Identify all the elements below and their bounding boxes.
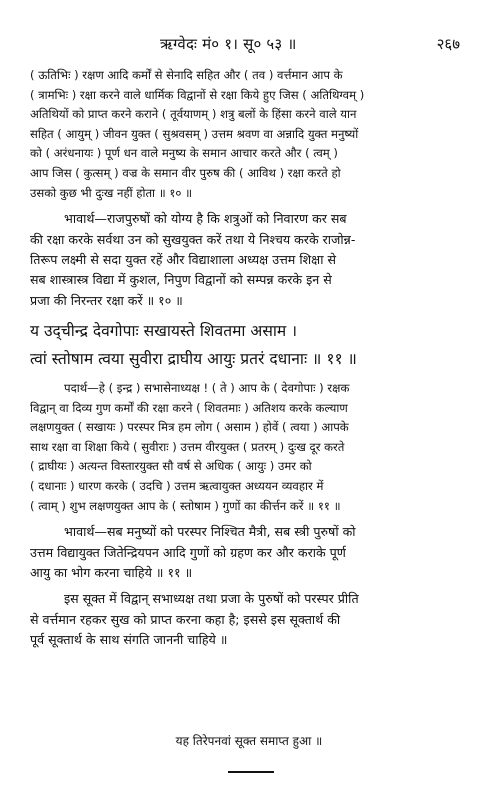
text-line: आयु का भोग करना चाहिये ॥ ११ ॥ [30, 565, 193, 581]
text-line: की रक्षा करके सर्वथा उन को सुखयुक्त करें तथा ये निश्चय करके राजोन्न- [30, 231, 356, 247]
text-line: ( दधानाः ) धारण करके ( उदचि ) उत्तम ऋत्वायुक्त अध्ययन व्यवहार में [30, 479, 324, 494]
text-line: सहित ( आयुम् ) जीवन युक्त ( सुश्रवसम् ) उत्तम श्रवण वा अन्नादि युक्त मनुष्यों [30, 126, 359, 141]
text-line: प्रजा की निरन्तर रक्षा करें ॥ १० ॥ [30, 292, 183, 308]
end-rule [228, 771, 274, 773]
verse-line: त्वां स्तोषाम त्वया सुवीरा द्राघीय आयुः प्रतरं दधानाः ॥ ११ ॥ [30, 350, 357, 369]
text-line: पदार्थ—हे ( इन्द्र ) सभासेनाध्यक्ष ! ( ते ) आप के ( देवगोपाः ) रक्षक [64, 381, 350, 396]
running-title: ऋग्वेदः मं० १। सू० ५३ ॥ [160, 35, 297, 53]
text-line: भावार्थ—सब मनुष्यों को परस्पर निश्चित मैत्री, सब स्त्री पुरुषों को [64, 524, 356, 540]
verse-line: य उद्‌चीन्द्र देवगोपाः सखायस्ते शिवतमा असाम । [30, 322, 298, 341]
page-number: २६७ [436, 35, 460, 53]
text-line: सब शास्त्रास्त्र विद्या में कुशल, निपुण विद्वानों को सम्पन्न करके इन से [30, 272, 332, 288]
text-line: आप जिस ( कुत्सम् ) वज्र के समान वीर पुरुष की ( आविथ ) रक्षा करते हो [30, 165, 341, 180]
text-line: ( ऊतिभिः ) रक्षण आदि कर्मों से सेनादि सहित और ( तव ) वर्त्तमान आप के [30, 68, 343, 82]
text-line: से वर्त्तमान रहकर सुख को प्राप्त करना कहा है; इससे इस सूक्तार्थ की [30, 611, 341, 627]
bhavartha-paragraph [30, 209, 470, 311]
text-line: ( द्राघीयः ) अत्यन्त विस्तारयुक्त सौ वर्ष से अधिक ( आयुः ) उमर को [30, 459, 312, 474]
continuation-paragraph [30, 66, 470, 203]
text-line: पूर्व सूक्तार्थ के साथ संगति जाननी चाहिये ॥ [30, 632, 228, 648]
bhavartha-paragraph-2 [30, 522, 470, 583]
text-line: को ( अरंधनायः ) पूर्ण धन वाले मनुष्य के समान आचार करते और ( त्वम् ) [30, 146, 338, 161]
text-line: तिरूप लक्ष्मी से सदा युक्त रहें और विद्याशाला अध्यक्ष उत्तम शिक्षा से [30, 251, 336, 267]
page-body [30, 66, 470, 651]
text-line: विद्वान् वा दिव्य गुण कर्मों की रक्षा करने ( शिवतमाः ) अतिशय करके कल्याण [30, 400, 348, 415]
text-line: उत्तम विद्यायुक्त जितेन्द्रियपन आदि गुणों को ग्रहण कर और कराके पूर्ण [30, 544, 346, 560]
text-line: ( त्वाम् ) शुभ लक्षणयुक्त आप के ( स्तोषाम ) गुणों का कीर्त्तन करें ॥ ११ ॥ [30, 498, 341, 513]
text-line: अतिथियों को प्राप्त करने कराने ( तूर्वयाणम् ) शत्रु बलों के हिंसा करने वाले यान [30, 107, 357, 122]
sukta-closing-line: यह तिरेपनवां सूक्त समाप्त हुआ ॥ [175, 734, 323, 748]
text-line: भावार्थ—राजपुरुषों को योग्य है कि शत्रुओं को निवारण कर सब [64, 211, 347, 227]
text-line: साथ रक्षा वा शिक्षा किये ( सुवीराः ) उत्तम वीरयुक्त ( प्रतरम् ) दुःख दूर करते [30, 439, 345, 454]
page-header [0, 34, 498, 56]
padartha-paragraph [30, 379, 470, 516]
text-line: उसको कुछ भी दुःख नहीं होता ॥ १० ॥ [30, 185, 193, 200]
text-line: इस सूक्त में विद्वान् सभाध्यक्ष तथा प्रजा के पुरुषों को परस्पर प्रीति [64, 591, 359, 607]
mantra-verse [30, 317, 470, 373]
text-line: लक्षणयुक्त ( सखायः ) परस्पर मित्र हम लोग ( असाम ) होवें ( त्वया ) आपके [30, 420, 349, 435]
text-line: ( त्रामभिः ) रक्षा करने वाले धार्मिक विद्वानों से रक्षा किये हुए जिस ( अतिथिग्वम् ) [30, 87, 365, 102]
summary-paragraph [30, 589, 470, 650]
